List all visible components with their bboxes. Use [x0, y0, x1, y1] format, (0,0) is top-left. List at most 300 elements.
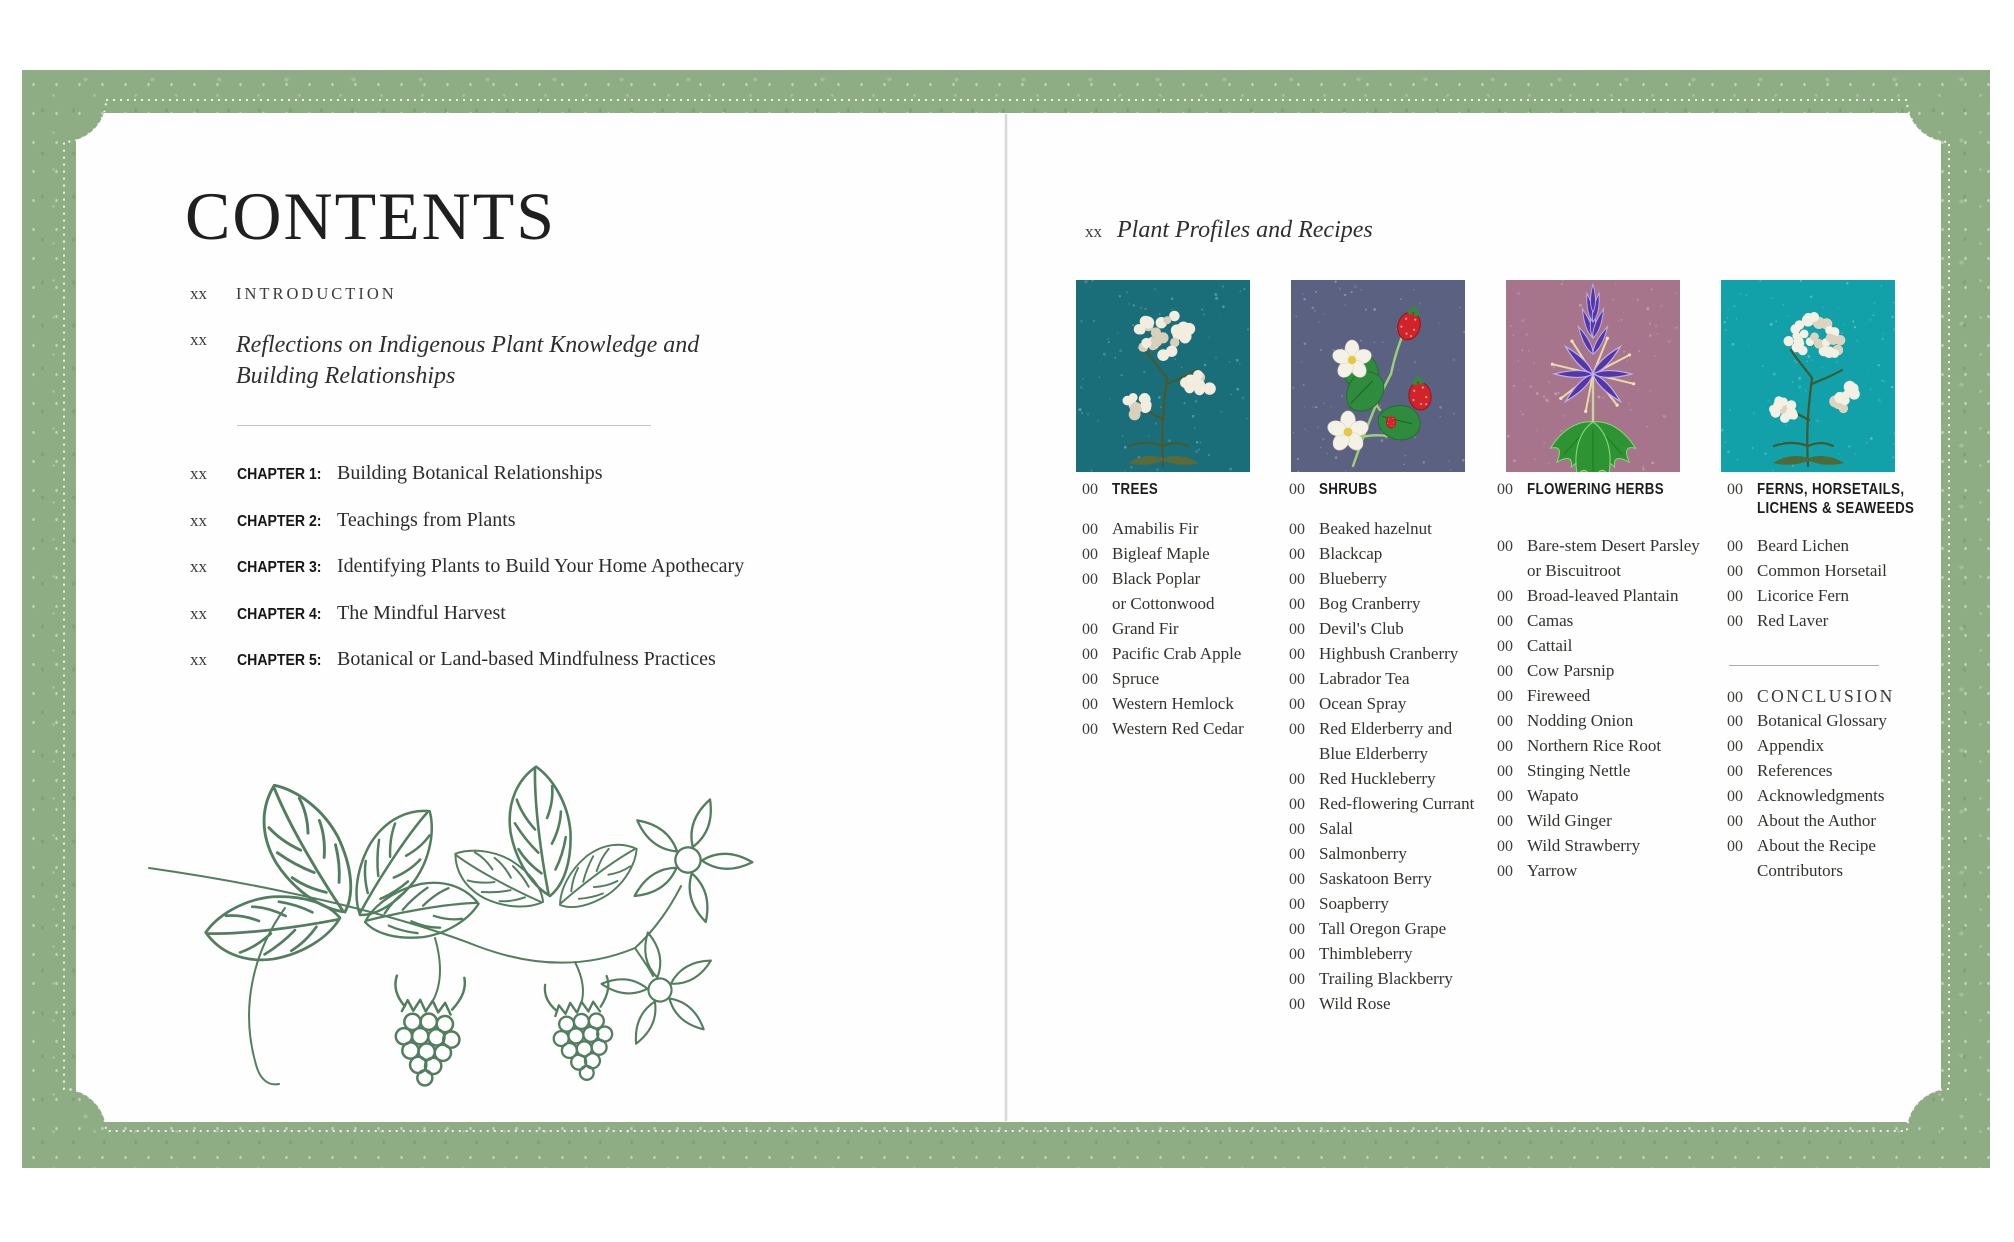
- back-matter-item: [1727, 811, 1895, 836]
- page-number-placeholder: 00: [1289, 696, 1305, 713]
- speckle-dot: [1315, 291, 1317, 293]
- speckle-dot: [1739, 293, 1741, 295]
- berry-seed: [1387, 423, 1388, 424]
- plant-name: Wild Ginger: [1527, 811, 1612, 830]
- floret: [1769, 405, 1778, 414]
- speckle-dot: [1103, 353, 1106, 356]
- speckle-dot: [1204, 364, 1206, 366]
- page-number-placeholder: 00: [1289, 671, 1305, 688]
- plant-name: Cow Parsnip: [1527, 661, 1615, 680]
- speckle-dot: [1721, 429, 1724, 432]
- speckle-dot: [1198, 449, 1200, 451]
- speckle-dot: [1312, 307, 1314, 309]
- floret: [1826, 334, 1834, 342]
- back-matter-divider: [1729, 665, 1879, 666]
- list-item: [1727, 611, 1887, 636]
- plant-name: Pacific Crab Apple: [1112, 644, 1242, 663]
- speckle-dot: [1536, 429, 1539, 432]
- thumbnail-ferns-yarrow: [1721, 280, 1895, 472]
- speckle-dot: [1731, 343, 1734, 346]
- berry-seed: [1388, 419, 1389, 420]
- speckle-dot: [1854, 326, 1856, 328]
- speckle-dot: [1848, 445, 1850, 447]
- speckle-dot: [1171, 298, 1174, 301]
- plant-name: Blue Elderberry: [1319, 744, 1429, 763]
- page-number-placeholder: 00: [1289, 546, 1305, 563]
- plant-name: Western Red Cedar: [1112, 719, 1244, 738]
- page-number-placeholder: 00: [1082, 721, 1098, 738]
- plant-profiles-header: [1085, 215, 1373, 246]
- speckle-dot: [1323, 313, 1325, 315]
- speckle-dot: [1158, 396, 1161, 399]
- chapter-label: CHAPTER 4:: [237, 606, 322, 623]
- speckle-dot: [1533, 362, 1534, 363]
- speckle-dot: [1439, 406, 1442, 409]
- salmonberry-line-art: [135, 700, 765, 1095]
- speckle-dot: [1638, 389, 1639, 390]
- speckle-dot: [1612, 298, 1615, 301]
- plant-name: Camas: [1527, 611, 1574, 630]
- page-number-placeholder: 00: [1497, 588, 1513, 605]
- speckle-dot: [1097, 419, 1100, 422]
- berry-seed: [1391, 425, 1392, 426]
- plant-list: [1727, 536, 1887, 636]
- speckle-dot: [1122, 435, 1123, 436]
- speckle-dot: [1373, 341, 1375, 343]
- column-header: [1289, 481, 1387, 499]
- speckle-dot: [1528, 350, 1530, 352]
- chapter-label: CHAPTER 5:: [237, 652, 322, 669]
- speckle-dot: [1543, 441, 1546, 444]
- list-item: [1082, 544, 1244, 569]
- page-number-placeholder: 00: [1497, 481, 1513, 498]
- list-item: [1289, 844, 1474, 869]
- plant-name: Devil's Club: [1319, 619, 1404, 638]
- column-header: [1727, 481, 1928, 499]
- plant-list: [1497, 536, 1700, 886]
- column-title: SHRUBS: [1319, 481, 1378, 498]
- speckle-dot: [1891, 316, 1894, 319]
- berry-seed: [1393, 422, 1394, 423]
- toc-entry-introduction: [190, 284, 397, 304]
- speckle-dot: [1724, 441, 1726, 443]
- speckle-dot: [1243, 288, 1245, 290]
- speckle-dot: [1675, 327, 1677, 329]
- floret: [1780, 413, 1790, 423]
- speckle-dot: [1861, 298, 1862, 299]
- back-matter-name: Contributors: [1757, 861, 1843, 880]
- speckle-dot: [1380, 439, 1383, 442]
- speckle-dot: [1326, 453, 1328, 455]
- speckle-dot: [1315, 406, 1317, 408]
- speckle-dot: [1119, 295, 1122, 298]
- back-matter-item: [1727, 761, 1895, 786]
- speckle-dot: [1303, 298, 1306, 301]
- speckle-dot: [1675, 292, 1676, 293]
- speckle-dot: [1561, 283, 1563, 285]
- speckle-dot: [1222, 305, 1225, 308]
- speckle-dot: [1373, 308, 1376, 311]
- speckle-dot: [1344, 294, 1346, 296]
- anther: [1628, 353, 1631, 356]
- speckle-dot: [1811, 359, 1813, 361]
- speckle-dot: [1522, 319, 1525, 322]
- speckle-dot: [1130, 466, 1132, 468]
- speckle-dot: [1099, 377, 1100, 378]
- plant-name: Thimbleberry: [1319, 944, 1413, 963]
- speckle-dot: [1360, 340, 1362, 342]
- back-matter-name: About the Recipe: [1757, 836, 1876, 855]
- speckle-dot: [1229, 468, 1232, 471]
- speckle-dot: [1844, 359, 1846, 361]
- speckle-dot: [1080, 320, 1083, 323]
- speckle-dot: [1736, 319, 1737, 320]
- speckle-dot: [1361, 289, 1363, 291]
- floret: [1166, 346, 1177, 357]
- speckle-dot: [1128, 303, 1130, 305]
- speckle-dot: [1822, 367, 1823, 368]
- list-item: [1289, 769, 1474, 794]
- speckle-dot: [1208, 454, 1210, 456]
- list-item: [1289, 594, 1474, 619]
- speckle-dot: [1753, 412, 1755, 414]
- page-number-placeholder: 00: [1497, 838, 1513, 855]
- speckle-dot: [1516, 292, 1518, 294]
- speckle-dot: [1792, 381, 1794, 383]
- floret: [1141, 338, 1151, 348]
- page-number-placeholder: xx: [190, 557, 207, 576]
- reflections-title: Reflections on Indigenous Plant Knowledge and Building Relationships: [236, 332, 700, 389]
- plant-name: Fireweed: [1527, 686, 1591, 705]
- speckle-dot: [1549, 401, 1550, 402]
- page-number-placeholder: xx: [190, 604, 207, 623]
- speckle-dot: [1661, 305, 1662, 306]
- plant-name: Northern Rice Root: [1527, 736, 1662, 755]
- speckle-dot: [1093, 320, 1096, 323]
- speckle-dot: [1654, 356, 1656, 358]
- speckle-dot: [1126, 291, 1129, 294]
- speckle-dot: [1880, 401, 1882, 403]
- page-number-placeholder: 00: [1727, 538, 1743, 555]
- speckle-dot: [1804, 389, 1807, 392]
- speckle-dot: [1883, 381, 1885, 383]
- plant-name: Bigleaf Maple: [1112, 544, 1210, 563]
- plant-name: Nodding Onion: [1527, 711, 1634, 730]
- plant-name: Black Poplar: [1112, 569, 1201, 588]
- column-title: FLOWERING HERBS: [1527, 481, 1664, 498]
- column-header: [1497, 481, 1686, 499]
- speckle-dot: [1513, 459, 1516, 462]
- speckle-dot: [1598, 396, 1601, 399]
- plant-name: Bare-stem Desert Parsley: [1527, 536, 1700, 555]
- speckle-dot: [1090, 470, 1092, 472]
- speckle-dot: [1154, 288, 1157, 291]
- speckle-dot: [1323, 402, 1324, 403]
- speckle-dot: [1124, 446, 1127, 449]
- list-item: [1082, 569, 1244, 594]
- speckle-dot: [1192, 415, 1195, 418]
- speckle-dot: [1649, 334, 1651, 336]
- back-matter-item: [1727, 711, 1895, 736]
- list-item: [1497, 786, 1700, 811]
- branch-curl: [249, 908, 285, 1084]
- speckle-dot: [1350, 291, 1352, 293]
- list-item: [1289, 519, 1474, 544]
- speckle-dot: [1775, 321, 1777, 323]
- page-number-placeholder: 00: [1497, 863, 1513, 880]
- speckle-dot: [1878, 398, 1881, 401]
- plant-name: Salmonberry: [1319, 844, 1407, 863]
- plant-name: Salal: [1319, 819, 1353, 838]
- plant-name: or Biscuitroot: [1527, 561, 1621, 580]
- speckle-dot: [1318, 321, 1320, 323]
- speckle-dot: [1621, 319, 1623, 321]
- back-matter-name: References: [1757, 761, 1833, 780]
- speckle-dot: [1241, 397, 1244, 400]
- page-number-placeholder: 00: [1082, 696, 1098, 713]
- speckle-dot: [1133, 304, 1135, 306]
- list-item: [1727, 561, 1887, 586]
- speckle-dot: [1448, 460, 1451, 463]
- page-number-placeholder: 00: [1727, 713, 1743, 730]
- chapter-title: Identifying Plants to Build Your Home Apothecary: [337, 555, 745, 577]
- speckle-dot: [1513, 334, 1515, 336]
- list-item: [1082, 619, 1244, 644]
- anther: [1616, 404, 1619, 407]
- berry-stem: [431, 938, 440, 1004]
- list-item: [1289, 719, 1474, 744]
- floret: [1804, 313, 1813, 322]
- chapter-label: CHAPTER 2:: [237, 513, 322, 530]
- list-item: [1497, 611, 1700, 636]
- plant-name: Trailing Blackberry: [1319, 969, 1453, 988]
- speckle-dot: [1548, 462, 1550, 464]
- list-item: [1289, 644, 1474, 669]
- list-item: [1497, 586, 1700, 611]
- back-matter-name: Acknowledgments: [1757, 786, 1885, 805]
- speckle-dot: [1080, 386, 1083, 389]
- list-item: [1497, 711, 1700, 736]
- speckle-dot: [1798, 386, 1801, 389]
- floret: [1825, 326, 1834, 335]
- speckle-dot: [1649, 390, 1651, 392]
- berry-seed: [1393, 426, 1394, 427]
- speckle-dot: [1764, 452, 1767, 455]
- toc-entry-reflections: [190, 330, 716, 392]
- page-number-placeholder: 00: [1727, 588, 1743, 605]
- berry-seed: [1392, 418, 1393, 419]
- list-item: [1497, 686, 1700, 711]
- speckle-dot: [1124, 470, 1125, 471]
- floret: [1834, 392, 1845, 403]
- speckle-dot: [1086, 413, 1089, 416]
- list-item: [1289, 894, 1474, 919]
- plant-name: Licorice Fern: [1757, 586, 1850, 605]
- speckle-dot: [1419, 303, 1421, 305]
- speckle-dot: [1208, 336, 1210, 338]
- list-item: [1497, 761, 1700, 786]
- speckle-dot: [1872, 314, 1874, 316]
- plant-name: Soapberry: [1319, 894, 1389, 913]
- thumbnail-trees-yarrow: [1076, 280, 1250, 472]
- speckle-dot: [1215, 356, 1217, 358]
- speckle-dot: [1334, 280, 1337, 283]
- list-item: [1289, 619, 1474, 644]
- back-matter-item: [1727, 836, 1895, 861]
- speckle-dot: [1870, 437, 1873, 440]
- anther: [1559, 397, 1562, 400]
- plant-name: Wild Strawberry: [1527, 836, 1641, 855]
- plant-name: Beaked hazelnut: [1319, 519, 1432, 538]
- page-number-placeholder: 00: [1497, 738, 1513, 755]
- speckle-dot: [1317, 426, 1320, 429]
- speckle-dot: [1727, 309, 1729, 311]
- floret: [1180, 377, 1191, 388]
- speckle-dot: [1553, 366, 1555, 368]
- speckle-dot: [1877, 364, 1880, 367]
- speckle-dot: [1236, 388, 1239, 391]
- list-item: [1289, 694, 1474, 719]
- list-item: [1289, 869, 1474, 894]
- speckle-dot: [1816, 419, 1819, 422]
- speckle-dot: [1171, 308, 1173, 310]
- floret: [1129, 409, 1141, 421]
- speckle-dot: [1523, 379, 1524, 380]
- speckle-dot: [1332, 349, 1334, 351]
- chapter-title: Botanical or Land-based Mindfulness Practices: [337, 648, 716, 670]
- chapter-row: [190, 602, 506, 625]
- page-number-placeholder: xx: [190, 511, 207, 530]
- speckle-dot: [1646, 426, 1648, 428]
- speckle-dot: [1239, 363, 1241, 365]
- speckle-dot: [1174, 358, 1176, 360]
- speckle-dot: [1663, 415, 1666, 418]
- speckle-dot: [1398, 369, 1399, 370]
- speckle-dot: [1773, 373, 1776, 376]
- speckle-dot: [1081, 412, 1083, 414]
- floret: [1151, 327, 1161, 337]
- list-item: [1497, 536, 1700, 561]
- plant-name: Spruce: [1112, 669, 1160, 688]
- chapter-title: The Mindful Harvest: [337, 602, 506, 624]
- speckle-dot: [1215, 297, 1218, 300]
- speckle-dot: [1807, 355, 1810, 358]
- introduction-label: INTRODUCTION: [236, 284, 397, 303]
- speckle-dot: [1320, 349, 1322, 351]
- speckle-dot: [1236, 359, 1239, 362]
- speckle-dot: [1558, 392, 1560, 394]
- speckle-dot: [1615, 283, 1616, 284]
- plant-name: Wild Rose: [1319, 994, 1391, 1013]
- back-matter-item: [1727, 861, 1895, 886]
- speckle-dot: [1194, 400, 1197, 403]
- list-item: [1289, 744, 1474, 769]
- flower-center: [1344, 428, 1353, 437]
- floret: [1779, 398, 1787, 406]
- speckle-dot: [1085, 280, 1088, 283]
- speckle-dot: [1579, 304, 1582, 307]
- floret: [1203, 382, 1215, 394]
- page-number-placeholder: 00: [1497, 663, 1513, 680]
- speckle-dot: [1657, 333, 1659, 335]
- chapter-row: [190, 462, 603, 485]
- page-number-placeholder: 00: [1289, 521, 1305, 538]
- speckle-dot: [1638, 350, 1640, 352]
- list-item: [1082, 669, 1244, 694]
- speckle-dot: [1304, 428, 1306, 430]
- speckle-dot: [1518, 360, 1519, 361]
- plant-name: Amabilis Fir: [1112, 519, 1199, 538]
- back-matter-name: Botanical Glossary: [1757, 711, 1887, 730]
- plant-name: Stinging Nettle: [1527, 761, 1631, 780]
- speckle-dot: [1339, 287, 1342, 290]
- speckle-dot: [1109, 398, 1111, 400]
- speckle-dot: [1870, 389, 1871, 390]
- speckle-dot: [1440, 416, 1441, 417]
- column-header-line2: [1757, 500, 1940, 518]
- speckle-dot: [1214, 293, 1217, 296]
- anther: [1570, 340, 1573, 343]
- speckle-dot: [1231, 394, 1232, 395]
- floret: [1141, 399, 1152, 410]
- speckle-dot: [1646, 307, 1649, 310]
- back-matter-item: [1727, 786, 1895, 811]
- page-number-placeholder: 00: [1289, 871, 1305, 888]
- speckle-dot: [1623, 351, 1625, 353]
- page-number-placeholder: 00: [1727, 481, 1743, 498]
- speckle-dot: [1404, 455, 1406, 457]
- floret: [1789, 411, 1798, 420]
- speckle-dot: [1649, 323, 1651, 325]
- speckle-dot: [1222, 285, 1224, 287]
- plant-name: Western Hemlock: [1112, 694, 1234, 713]
- raspberry: [388, 973, 465, 1088]
- speckle-dot: [1737, 459, 1739, 461]
- speckle-dot: [1312, 406, 1313, 407]
- speckle-dot: [1655, 324, 1658, 327]
- plant-name: Blackcap: [1319, 544, 1383, 563]
- plant-name: Red Elderberry and: [1319, 719, 1453, 738]
- speckle-dot: [1297, 458, 1299, 460]
- list-item: [1082, 694, 1244, 719]
- anther: [1632, 382, 1635, 385]
- speckle-dot: [1438, 322, 1440, 324]
- speckle-dot: [1882, 338, 1885, 341]
- chapter-label: CHAPTER 3:: [237, 559, 322, 576]
- speckle-dot: [1547, 400, 1549, 402]
- list-item: [1289, 944, 1474, 969]
- speckle-dot: [1513, 385, 1515, 387]
- speckle-dot: [1380, 405, 1381, 406]
- speckle-dot: [1882, 333, 1884, 335]
- speckle-dot: [1201, 309, 1203, 311]
- speckle-dot: [1548, 381, 1551, 384]
- floret: [1784, 336, 1794, 346]
- speckle-dot: [1239, 290, 1241, 292]
- page-number-placeholder: 00: [1727, 813, 1743, 830]
- floret: [1823, 346, 1835, 358]
- page-number-placeholder: 00: [1289, 721, 1305, 738]
- speckle-dot: [1132, 324, 1134, 326]
- speckle-dot: [1220, 410, 1223, 413]
- anther: [1584, 410, 1587, 413]
- speckle-dot: [1404, 464, 1405, 465]
- page-number-placeholder: 00: [1082, 646, 1098, 663]
- speckle-dot: [1727, 451, 1730, 454]
- speckle-dot: [1369, 454, 1371, 456]
- speckle-dot: [1725, 329, 1727, 331]
- speckle-dot: [1522, 413, 1524, 415]
